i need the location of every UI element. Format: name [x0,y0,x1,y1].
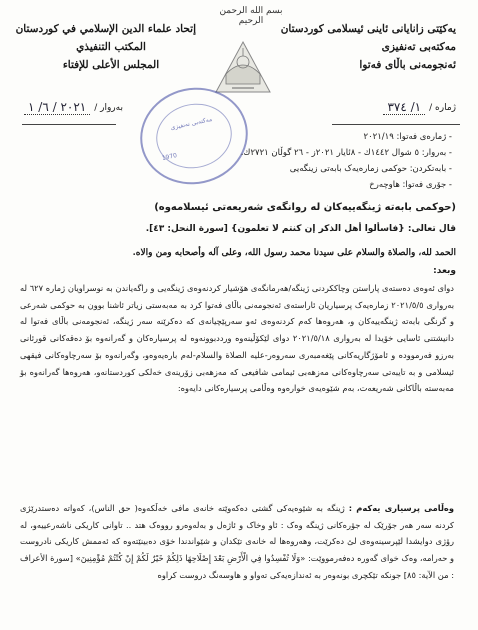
header-office-ku: مەکتەبی تەنفیزی [381,41,456,53]
wabad-heading: وبعد: [433,266,456,276]
meta-fatwa-number: - ژمارەی فەتوا: ٢٠٢١/١٩ [363,132,452,142]
header-kurdish [276,20,456,74]
meta-subject: - بابەتکردن: حوکمی زمارەیەک بابەتی زینگەیی [289,164,452,174]
stamp-year: 1970 [161,152,178,163]
body-paragraph-2 [20,500,454,584]
header-org-name-ar: إتحاد علماء الدين الإسلامي في كوردستان [15,23,196,35]
bismillah: بسم الله الرحمن الرحيم [219,6,283,26]
meta-date: - بەروار: ٥ شوال ١٤٤٢ك - ٨ئایار ٢٠٢١ز - ٢٦ گوڵان ٢٧٢١ك. [240,148,452,158]
header-org-name-ku: یەکێتی زانایانی ئاینی ئیسلامی کوردستان [280,23,456,35]
date-underline [22,124,116,125]
number-underline [332,124,460,125]
header-council-ku: ئەنجومەنی باڵای فەتوا [359,59,456,71]
answer-1-heading: وەڵامی پرسیاری یەکەم : [348,503,454,513]
reference-date [24,100,123,115]
stamp-text: مەکتەبی تەنفیزی [169,115,213,132]
document-title: (حوکمی بابەتە ژینگەییەکان لە روانگەی شەریعەتی ئیسلامەوە) [154,202,456,213]
header-council-ar: المجلس الأعلى للإفتاء [62,59,160,71]
body-paragraph-1: دوای ئەوەی دەستەی پاراستن وچاککردنی ژینگە/هەرمانگەی هۆشیار کردنەوەی ژینگەیی و راگەیاندن بە نوسراویان ژمارە ٦٢٧ لە بەرواری ٢٠٢١/٥/٥ زمارەیەک پرسیاریان ئاراستەی ئەنجومەنی باڵای فەتوا کرد بە مەبەستی زیاتر ئاشنا بوون بە حوکمی شەرعی و گرنگی بابەتە ژینگەییەکان و، هەروەها کەم کردنەوەی ئەو سەرپێچیانەی کە دەکرێنە سەر ژینگە، ئەنجومەنی باڵای فەتوا لە دانیشتنی ئاسایی خۆیدا لە بەرواری ٢٠٢١/٥/١٨ دوای لێکۆڵینەوە ورددبوونەوە لە پرسیارەکان و گەرانەوە بۆ دەقەکانی قورئانی بەرزو فەرموودە و ئامۆژگاریەکانی پێغەمبەری سەروەر-علیە الصلاة والسلام-لەم بارەیەوەو، وگەرانەوە بۆ سەرچاوەکانی فیقهی ئیسلامی و بە تایبەتی سەرچاوەکانی مەزهەبی ئیمامی شافیعی کە مەزهەبی زۆرینەی خەلکی کوردستانەو، هەروەها گەرانەوە بۆ مەبەستە باڵاکانی شەریعەت، بەم شێوەیەی خوارەوە وەڵامی پرسیارەکانی دایەوە: [20,283,455,394]
reference-number [383,100,456,115]
emblem-logo [212,38,274,96]
reference-number-value: ١/ ٣٧٤ [383,100,425,115]
header-arabic [15,20,196,74]
meta-type: - جۆری فەتوا: هاوچەرخ [369,180,452,190]
reference-date-value: ٢٠٢١ / ٦/ ١ [24,100,90,115]
quran-verse: قال تعالى: {فاسألوا أهل الذكر إن كنتم لا تعلمون} [سورة النحل: ٤٣]. [145,224,456,234]
reference-date-label: بەروار / [94,102,123,113]
header-office-ar: المكتب التنفيذي [76,41,146,53]
answer-1-text: ژینگە بە شێوەیەکی گشتی دەکەوێتە خانەی مافی خەڵکەوە( حق الناس)، کەواتە دەستدرێژی کردنە سەر هەر جۆرێک لە جۆرەکانی ژینگە وەک : ئاو وخاک و ئاژەل و بەلەوەرو رووەک هتد .. تاوانی کاریکی ناشەرعییەو، لە رۆژی دوایشدا لێپرسینەوەی لێ دەکرێت، وهەروەها لە خانەی تێکدان و شێواندندا خۆی دەبینێتەوە کە ئەممش کاریکی نادروست و حەرامە، وەک خوای گەورە دەفەرمووێت: «وَلَا تُفْسِدُوا فِي الْأَرْضِ بَعْدَ إِصْلَاحِهَا ذَلِكُمْ خَيْرٌ لَكُمْ إِنْ كُنْتُمْ مُؤْمِنِينَ» [سورة الأعراف : من الآية: ٨٥] جونکە تێکچری بونەوەر بە ئەندازەیەکی تەواو و هاوسەنگ دروست کراوە [20,503,454,580]
opening-praise: الحمد لله، والصلاة والسلام على سيدنا محمد رسول الله، وعلى آله وأصحابه ومن والاه. [132,248,456,258]
reference-number-label: ژمارە / [429,102,456,113]
